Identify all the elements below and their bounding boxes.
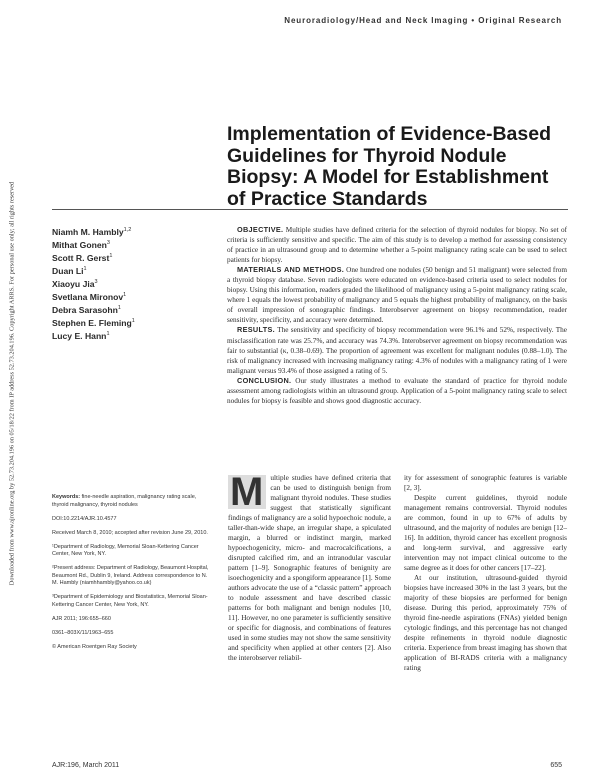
affiliation-2: ²Present address: Department of Radiology, Beaumont Hospital, Beaumont Rd., Dublin 9, Ireland. Address correspondence to N. M. Hambly (niamhhambly@yahoo.co.uk) [52, 565, 209, 586]
body-paragraph: M ultiple studies have defined criteria that can be used to distinguish benign from malignant thyroid nodules. These studies suggest that statistically significant findings of malignancy are a solid hypoechoic nodule, a taller-than-wide shape, an irregular shape, a spiculated margin, a blurred or indistinct margin, marked hypoechogenicity, micro- and macrocalcifications, a disrupted calcified rim, and an intranodular vascular pattern [1–9]. Sonographic features of benignity are isoechogenicity and a spongiform appearance [1]. Some authors advocate the use of a “classic pattern” approach to nodule assessment and have described classic patterns for both malignant and benign nodules [10, 11]. However, no one parameter is sufficiently sensitive or specific for diagnosis, and combinations of features used in some studies may not show the same sensitivity and specificity when applied at other centers [2]. Also the interobserver reliabil- [228, 470, 391, 662]
abstract-methods: MATERIALS AND METHODS. One hundred one nodules (50 benign and 51 malignant) were selected from a thyroid biopsy database. Seven radiologists were educated on evidence-based criteria used to select nodules for biopsy. Using this information, readers graded the likelihood of malignancy using a 5-point malignancy rating scale, where 1 equals the lowest probability of malignancy and 5 equals the highest probability of malignancy, on the basis of overall impression of sonographic findings. Interobserver agreement on biopsy recommendation, reader sensitivity, specificity, and accuracy were determined. [227, 265, 568, 325]
author: Mithat Gonen$^3$ [52, 239, 110, 250]
doi: DOI:10.2214/AJR.10.4577 [52, 515, 117, 522]
drop-cap: M [228, 475, 266, 509]
article-title: Implementation of Evidence-Based Guidelines for Thyroid Nodule Biopsy: A Model for Establishment of Practice Standards [227, 123, 551, 210]
author-list [52, 225, 212, 342]
body-column-1 [228, 470, 391, 664]
affiliation-3: ³Department of Epidemiology and Biostatistics, Memorial Sloan-Kettering Cancer Center, New York, NY. [52, 594, 208, 608]
abstract-results: RESULTS. The sensitivity and specificity of biopsy recommendation were 96.1% and 52%, respectively. The misclassification rate was 25.7%, and accuracy was 74.3%. Interobserver agreement on biopsy recommendation was fair to substantial (κ, 0.38–0.69). The proportion of agreement was excellent for malignant nodules (0.88–1.0). The risk of malignancy increased with increasing malignancy rating: 4.3% of nodules with a malignancy rating of 1 were malignant versus 93.4% of those assigned a rating of 5. [227, 325, 567, 375]
author: Niamh M. Hambly$^{1,2}$ [52, 226, 132, 237]
body-paragraph: Despite current guidelines, thyroid nodule management remains controversial. Thyroid nodules are common, found in up to 67% of adults by ultrasound, and the majority of nodules are benign [12–16]. In addition, thyroid cancer has excellent prognosis and long-term survival, and aggressive early intervention may not impact clinical outcome to the same degree as it does for other cancers [17–22]. [404, 493, 567, 572]
abstract [227, 225, 567, 406]
affiliation-1: ¹Department of Radiology, Memorial Sloan-Kettering Cancer Center, New York, NY. [52, 543, 199, 557]
author: Duan Li$^1$ [52, 265, 87, 276]
body-paragraph: At our institution, ultrasound-guided thyroid biopsies have increased 30% in the last 3 years, but the majority of these biopsies are performed for benign disease. During this period, approximately 75% of thyroid fine-needle aspirations (FNAs) yielded benign cytologic findings, and this percentage has not changed despite refinements in thyroid nodule diagnostic criteria. Experience from breast imaging has shown that application of BI-RADS criteria with a malignancy rating [404, 573, 567, 672]
copyright: © American Roentgen Ray Society [52, 643, 137, 650]
citation: AJR 2011; 196:655–660 [52, 615, 111, 622]
body-column-2 [404, 474, 567, 674]
author: Svetlana Mironov$^1$ [52, 291, 127, 302]
author: Stephen E. Fleming$^1$ [52, 317, 135, 328]
author: Lucy E. Hann$^1$ [52, 330, 110, 341]
abstract-objective: OBJECTIVE. Multiple studies have defined criteria for the selection of thyroid nodules for biopsy. No set of criteria is sufficiently sensitive and specific. The aim of this study is to develop a method for assessing consistency of practice in an ultrasound group and to determine whether a 5-point malignancy rating scale can be used to select patients for biopsy. [227, 225, 568, 265]
author: Xiaoyu Jia$^3$ [52, 278, 98, 289]
article-metadata [52, 494, 214, 658]
section-header: Neuroradiology/Head and Neck Imaging • Original Research [284, 16, 562, 25]
download-notice: Downloaded from www.ajronline.org by 52.73.204.196 on 05/18/22 from IP address 52.73.204.196. Copyright ARRS. For personal use only; all rights reserved [8, 181, 16, 586]
issn: 0361–803X/11/1963–655 [52, 629, 114, 636]
author: Debra Sarasohn$^1$ [52, 304, 121, 315]
received-date: Received March 8, 2010; accepted after revision June 29, 2010. [52, 529, 208, 536]
abstract-conclusion: CONCLUSION. Our study illustrates a method to evaluate the standard of practice for thyroid nodule assessment among radiologists within an ultrasound group. Application of a 5-point malignancy rating scale to select nodules for biopsy is feasible and shows good diagnostic accuracy. [227, 375, 567, 405]
body-paragraph: ity for assessment of sonographic features is variable [2, 3]. [404, 474, 567, 492]
journal-footer: AJR:196, March 2011 [52, 762, 120, 769]
title-divider [52, 209, 568, 210]
author: Scott R. Gerst$^1$ [52, 252, 113, 263]
page-number: 655 [550, 762, 562, 769]
keywords: Keywords: fine-needle aspiration, malignancy rating scale, thyroid malignancy, thyroid nodules [52, 494, 197, 508]
